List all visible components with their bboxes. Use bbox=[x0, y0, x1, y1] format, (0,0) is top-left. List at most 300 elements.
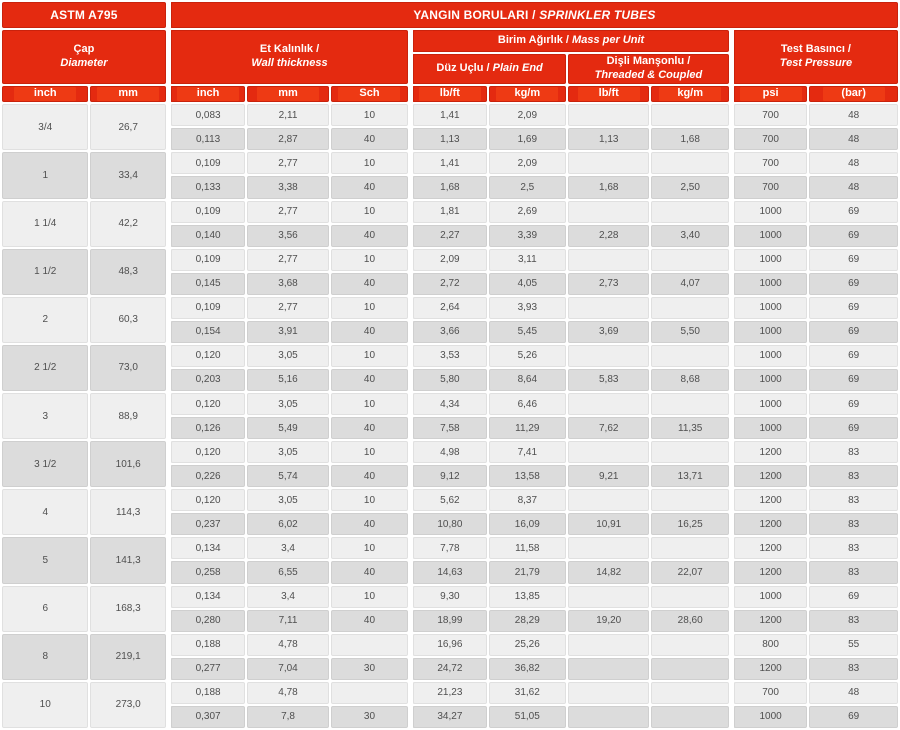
table-title-tr: YANGIN BORULARI / bbox=[413, 7, 536, 22]
cell-plain-lbft: 2,27 bbox=[410, 225, 486, 247]
cell-wall-inch: 0,120 bbox=[168, 441, 245, 463]
cell-wall-mm: 2,77 bbox=[247, 201, 328, 223]
cell-threaded-lbft bbox=[568, 537, 649, 559]
cell-plain-kgm: 25,26 bbox=[489, 634, 566, 656]
cell-bar: 69 bbox=[809, 225, 898, 247]
cell-plain-lbft: 1,13 bbox=[410, 128, 486, 150]
cell-wall-inch: 0,083 bbox=[168, 104, 245, 126]
table-row bbox=[2, 586, 898, 608]
cell-diameter-mm: 219,1 bbox=[90, 634, 165, 680]
cell-plain-kgm: 36,82 bbox=[489, 658, 566, 680]
cell-bar: 83 bbox=[809, 610, 898, 632]
cell-plain-kgm: 2,69 bbox=[489, 201, 566, 223]
cell-threaded-kgm bbox=[651, 345, 728, 367]
header-wall-tr: Et Kalınlık / bbox=[259, 43, 320, 56]
cell-bar: 69 bbox=[809, 201, 898, 223]
cell-threaded-lbft: 2,73 bbox=[568, 273, 649, 295]
cell-wall-mm: 2,77 bbox=[247, 249, 328, 271]
cell-wall-inch: 0,120 bbox=[168, 393, 245, 415]
cell-wall-inch: 0,109 bbox=[168, 297, 245, 319]
cell-psi: 1000 bbox=[731, 225, 807, 247]
cell-wall-mm: 5,74 bbox=[247, 465, 328, 487]
cell-threaded-lbft: 1,13 bbox=[568, 128, 649, 150]
cell-threaded-lbft: 10,91 bbox=[568, 513, 649, 535]
cell-diameter-inch: 3 bbox=[2, 393, 88, 439]
cell-wall-inch: 0,109 bbox=[168, 152, 245, 174]
cell-diameter-mm: 48,3 bbox=[90, 249, 165, 295]
cell-schedule: 10 bbox=[331, 441, 408, 463]
cell-bar: 48 bbox=[809, 176, 898, 198]
cell-plain-lbft: 4,34 bbox=[410, 393, 486, 415]
cell-plain-kgm: 2,09 bbox=[489, 152, 566, 174]
table-row bbox=[2, 441, 898, 463]
cell-schedule: 40 bbox=[331, 610, 408, 632]
cell-threaded-lbft bbox=[568, 586, 649, 608]
unit-threaded-kgm: kg/m bbox=[651, 86, 728, 102]
cell-threaded-lbft: 5,83 bbox=[568, 369, 649, 391]
cell-diameter-mm: 88,9 bbox=[90, 393, 165, 439]
cell-threaded-lbft bbox=[568, 682, 649, 704]
cell-schedule: 40 bbox=[331, 321, 408, 343]
cell-bar: 48 bbox=[809, 152, 898, 174]
cell-psi: 1000 bbox=[731, 321, 807, 343]
header-diameter-tr: Çap bbox=[73, 43, 95, 56]
unit-bar: (bar) bbox=[809, 86, 898, 102]
cell-psi: 1200 bbox=[731, 537, 807, 559]
cell-wall-mm: 3,05 bbox=[247, 489, 328, 511]
cell-plain-kgm: 13,85 bbox=[489, 586, 566, 608]
cell-psi: 1200 bbox=[731, 489, 807, 511]
cell-threaded-lbft: 7,62 bbox=[568, 417, 649, 439]
cell-diameter-inch: 1 1/4 bbox=[2, 201, 88, 247]
cell-diameter-mm: 114,3 bbox=[90, 489, 165, 535]
cell-plain-lbft: 1,41 bbox=[410, 152, 486, 174]
cell-schedule: 40 bbox=[331, 273, 408, 295]
cell-plain-kgm: 3,93 bbox=[489, 297, 566, 319]
units-row bbox=[2, 86, 898, 102]
cell-schedule: 10 bbox=[331, 345, 408, 367]
cell-plain-lbft: 1,41 bbox=[410, 104, 486, 126]
cell-wall-mm: 2,77 bbox=[247, 297, 328, 319]
cell-psi: 1200 bbox=[731, 441, 807, 463]
cell-schedule: 10 bbox=[331, 297, 408, 319]
cell-threaded-kgm bbox=[651, 706, 728, 728]
cell-plain-lbft: 34,27 bbox=[410, 706, 486, 728]
cell-wall-mm: 2,87 bbox=[247, 128, 328, 150]
cell-bar: 48 bbox=[809, 682, 898, 704]
group-header-row bbox=[2, 30, 898, 52]
cell-bar: 69 bbox=[809, 273, 898, 295]
unit-wall-mm: mm bbox=[247, 86, 328, 102]
cell-plain-lbft: 2,09 bbox=[410, 249, 486, 271]
table-title-en: SPRINKLER TUBES bbox=[539, 7, 656, 22]
cell-bar: 83 bbox=[809, 537, 898, 559]
cell-wall-inch: 0,188 bbox=[168, 682, 245, 704]
cell-plain-lbft: 10,80 bbox=[410, 513, 486, 535]
cell-threaded-kgm: 2,50 bbox=[651, 176, 728, 198]
unit-wall-inch: inch bbox=[168, 86, 245, 102]
cell-wall-mm: 3,38 bbox=[247, 176, 328, 198]
cell-psi: 1000 bbox=[731, 586, 807, 608]
cell-threaded-kgm bbox=[651, 658, 728, 680]
header-mass-tr: Birim Ağırlık / bbox=[497, 34, 569, 47]
cell-wall-inch: 0,120 bbox=[168, 489, 245, 511]
cell-psi: 1200 bbox=[731, 561, 807, 583]
cell-threaded-kgm bbox=[651, 152, 728, 174]
cell-plain-lbft: 16,96 bbox=[410, 634, 486, 656]
cell-schedule: 40 bbox=[331, 225, 408, 247]
cell-psi: 700 bbox=[731, 152, 807, 174]
cell-bar: 69 bbox=[809, 417, 898, 439]
cell-schedule: 10 bbox=[331, 249, 408, 271]
cell-wall-mm: 3,68 bbox=[247, 273, 328, 295]
cell-plain-kgm: 4,05 bbox=[489, 273, 566, 295]
cell-psi: 1200 bbox=[731, 658, 807, 680]
header-wall-en: Wall thickness bbox=[251, 57, 328, 70]
cell-threaded-kgm bbox=[651, 441, 728, 463]
cell-diameter-inch: 8 bbox=[2, 634, 88, 680]
cell-threaded-kgm: 3,40 bbox=[651, 225, 728, 247]
cell-diameter-inch: 2 1/2 bbox=[2, 345, 88, 391]
cell-bar: 83 bbox=[809, 513, 898, 535]
unit-psi: psi bbox=[731, 86, 807, 102]
cell-diameter-inch: 6 bbox=[2, 586, 88, 632]
cell-bar: 69 bbox=[809, 345, 898, 367]
header-threaded-coupled bbox=[568, 54, 729, 84]
cell-plain-lbft: 3,66 bbox=[410, 321, 486, 343]
cell-threaded-lbft bbox=[568, 249, 649, 271]
cell-wall-inch: 0,307 bbox=[168, 706, 245, 728]
cell-diameter-inch: 3 1/2 bbox=[2, 441, 88, 487]
header-diameter bbox=[2, 30, 166, 84]
cell-threaded-kgm bbox=[651, 537, 728, 559]
cell-plain-lbft: 2,64 bbox=[410, 297, 486, 319]
cell-wall-inch: 0,258 bbox=[168, 561, 245, 583]
cell-schedule bbox=[331, 682, 408, 704]
cell-schedule: 40 bbox=[331, 369, 408, 391]
cell-wall-mm: 3,05 bbox=[247, 345, 328, 367]
unit-threaded-lbft: lb/ft bbox=[568, 86, 649, 102]
cell-plain-kgm: 3,11 bbox=[489, 249, 566, 271]
cell-psi: 1000 bbox=[731, 369, 807, 391]
unit-diameter-mm: mm bbox=[90, 86, 165, 102]
title-row bbox=[2, 2, 898, 28]
cell-schedule: 10 bbox=[331, 393, 408, 415]
cell-bar: 83 bbox=[809, 441, 898, 463]
cell-threaded-kgm: 28,60 bbox=[651, 610, 728, 632]
cell-bar: 83 bbox=[809, 658, 898, 680]
cell-wall-mm: 7,04 bbox=[247, 658, 328, 680]
cell-threaded-kgm bbox=[651, 201, 728, 223]
cell-diameter-mm: 73,0 bbox=[90, 345, 165, 391]
table-row bbox=[2, 537, 898, 559]
unit-plain-lbft: lb/ft bbox=[410, 86, 486, 102]
cell-threaded-lbft bbox=[568, 104, 649, 126]
cell-threaded-kgm: 1,68 bbox=[651, 128, 728, 150]
table-row bbox=[2, 393, 898, 415]
cell-threaded-kgm: 13,71 bbox=[651, 465, 728, 487]
cell-threaded-lbft bbox=[568, 345, 649, 367]
standard-name bbox=[2, 2, 166, 28]
cell-plain-lbft: 18,99 bbox=[410, 610, 486, 632]
cell-threaded-kgm: 8,68 bbox=[651, 369, 728, 391]
cell-psi: 700 bbox=[731, 176, 807, 198]
cell-wall-mm: 5,16 bbox=[247, 369, 328, 391]
table-row bbox=[2, 634, 898, 656]
cell-threaded-kgm: 11,35 bbox=[651, 417, 728, 439]
cell-plain-lbft: 21,23 bbox=[410, 682, 486, 704]
cell-psi: 1200 bbox=[731, 610, 807, 632]
cell-plain-lbft: 5,80 bbox=[410, 369, 486, 391]
cell-schedule: 40 bbox=[331, 417, 408, 439]
cell-threaded-lbft bbox=[568, 152, 649, 174]
cell-psi: 1000 bbox=[731, 706, 807, 728]
cell-psi: 1000 bbox=[731, 417, 807, 439]
cell-schedule: 10 bbox=[331, 586, 408, 608]
cell-wall-mm: 3,56 bbox=[247, 225, 328, 247]
cell-threaded-kgm: 16,25 bbox=[651, 513, 728, 535]
table-row bbox=[2, 201, 898, 223]
cell-diameter-inch: 5 bbox=[2, 537, 88, 583]
cell-plain-lbft: 9,30 bbox=[410, 586, 486, 608]
cell-bar: 48 bbox=[809, 104, 898, 126]
table-body bbox=[2, 104, 898, 728]
cell-wall-inch: 0,154 bbox=[168, 321, 245, 343]
cell-psi: 1000 bbox=[731, 273, 807, 295]
cell-schedule: 40 bbox=[331, 465, 408, 487]
cell-diameter-mm: 168,3 bbox=[90, 586, 165, 632]
cell-plain-kgm: 7,41 bbox=[489, 441, 566, 463]
cell-bar: 69 bbox=[809, 297, 898, 319]
cell-diameter-inch: 1 bbox=[2, 152, 88, 198]
cell-threaded-lbft bbox=[568, 201, 649, 223]
header-mass-per-unit bbox=[410, 30, 729, 52]
cell-threaded-lbft bbox=[568, 658, 649, 680]
cell-schedule: 40 bbox=[331, 513, 408, 535]
cell-threaded-kgm bbox=[651, 634, 728, 656]
cell-psi: 700 bbox=[731, 682, 807, 704]
header-diameter-en: Diameter bbox=[60, 57, 108, 70]
header-plain-tr: Düz Uçlu / bbox=[436, 62, 490, 75]
cell-plain-kgm: 8,64 bbox=[489, 369, 566, 391]
cell-diameter-mm: 141,3 bbox=[90, 537, 165, 583]
unit-schedule: Sch bbox=[331, 86, 408, 102]
cell-wall-inch: 0,203 bbox=[168, 369, 245, 391]
cell-plain-kgm: 21,79 bbox=[489, 561, 566, 583]
cell-wall-mm: 3,05 bbox=[247, 393, 328, 415]
cell-threaded-kgm bbox=[651, 682, 728, 704]
cell-diameter-mm: 33,4 bbox=[90, 152, 165, 198]
cell-wall-mm: 5,49 bbox=[247, 417, 328, 439]
cell-plain-lbft: 1,81 bbox=[410, 201, 486, 223]
cell-plain-kgm: 11,29 bbox=[489, 417, 566, 439]
cell-plain-kgm: 5,26 bbox=[489, 345, 566, 367]
cell-wall-inch: 0,109 bbox=[168, 249, 245, 271]
cell-diameter-mm: 42,2 bbox=[90, 201, 165, 247]
cell-schedule: 10 bbox=[331, 537, 408, 559]
cell-threaded-lbft bbox=[568, 393, 649, 415]
header-plain-en: Plain End bbox=[492, 62, 543, 75]
table-title bbox=[168, 2, 898, 28]
cell-diameter-inch: 10 bbox=[2, 682, 88, 728]
unit-diameter-inch: inch bbox=[2, 86, 88, 102]
table-row bbox=[2, 682, 898, 704]
cell-psi: 1000 bbox=[731, 249, 807, 271]
cell-plain-kgm: 28,29 bbox=[489, 610, 566, 632]
cell-threaded-kgm: 5,50 bbox=[651, 321, 728, 343]
header-test-en: Test Pressure bbox=[779, 57, 853, 70]
cell-wall-inch: 0,134 bbox=[168, 537, 245, 559]
cell-threaded-kgm bbox=[651, 489, 728, 511]
cell-wall-inch: 0,140 bbox=[168, 225, 245, 247]
cell-threaded-lbft: 1,68 bbox=[568, 176, 649, 198]
table-row bbox=[2, 489, 898, 511]
header-threaded-tr: Dişli Manşonlu / bbox=[606, 55, 691, 68]
cell-diameter-inch: 2 bbox=[2, 297, 88, 343]
cell-threaded-kgm: 4,07 bbox=[651, 273, 728, 295]
cell-plain-lbft: 14,63 bbox=[410, 561, 486, 583]
table-row bbox=[2, 249, 898, 271]
cell-bar: 69 bbox=[809, 369, 898, 391]
cell-diameter-mm: 60,3 bbox=[90, 297, 165, 343]
header-test-tr: Test Basıncı / bbox=[780, 43, 851, 56]
cell-psi: 700 bbox=[731, 128, 807, 150]
cell-wall-inch: 0,277 bbox=[168, 658, 245, 680]
cell-wall-mm: 3,91 bbox=[247, 321, 328, 343]
cell-wall-inch: 0,280 bbox=[168, 610, 245, 632]
cell-threaded-lbft bbox=[568, 441, 649, 463]
cell-threaded-kgm bbox=[651, 249, 728, 271]
header-threaded-en: Threaded & Coupled bbox=[594, 69, 703, 82]
cell-plain-lbft: 2,72 bbox=[410, 273, 486, 295]
cell-psi: 700 bbox=[731, 104, 807, 126]
cell-wall-inch: 0,109 bbox=[168, 201, 245, 223]
cell-schedule: 40 bbox=[331, 176, 408, 198]
cell-plain-kgm: 5,45 bbox=[489, 321, 566, 343]
cell-diameter-inch: 3/4 bbox=[2, 104, 88, 150]
cell-bar: 69 bbox=[809, 321, 898, 343]
cell-wall-inch: 0,188 bbox=[168, 634, 245, 656]
cell-wall-mm: 6,02 bbox=[247, 513, 328, 535]
cell-threaded-lbft: 9,21 bbox=[568, 465, 649, 487]
cell-schedule: 10 bbox=[331, 489, 408, 511]
cell-wall-mm: 3,4 bbox=[247, 586, 328, 608]
cell-threaded-kgm bbox=[651, 586, 728, 608]
cell-schedule: 40 bbox=[331, 561, 408, 583]
cell-wall-mm: 4,78 bbox=[247, 682, 328, 704]
cell-bar: 83 bbox=[809, 489, 898, 511]
cell-plain-lbft: 7,78 bbox=[410, 537, 486, 559]
standard-name-label: ASTM A795 bbox=[50, 7, 118, 22]
header-plain-end bbox=[410, 54, 566, 84]
cell-wall-mm: 7,8 bbox=[247, 706, 328, 728]
unit-plain-kgm: kg/m bbox=[489, 86, 566, 102]
cell-psi: 1000 bbox=[731, 297, 807, 319]
cell-bar: 55 bbox=[809, 634, 898, 656]
cell-threaded-lbft bbox=[568, 297, 649, 319]
cell-bar: 48 bbox=[809, 128, 898, 150]
header-mass-en: Mass per Unit bbox=[572, 34, 645, 47]
cell-threaded-lbft bbox=[568, 706, 649, 728]
cell-plain-kgm: 16,09 bbox=[489, 513, 566, 535]
cell-plain-lbft: 5,62 bbox=[410, 489, 486, 511]
cell-schedule: 10 bbox=[331, 201, 408, 223]
cell-threaded-kgm bbox=[651, 104, 728, 126]
cell-plain-lbft: 3,53 bbox=[410, 345, 486, 367]
cell-wall-mm: 2,77 bbox=[247, 152, 328, 174]
cell-plain-lbft: 4,98 bbox=[410, 441, 486, 463]
cell-plain-kgm: 3,39 bbox=[489, 225, 566, 247]
cell-plain-kgm: 8,37 bbox=[489, 489, 566, 511]
header-test-pressure bbox=[731, 30, 898, 84]
cell-schedule: 10 bbox=[331, 104, 408, 126]
table-row bbox=[2, 345, 898, 367]
cell-plain-lbft: 7,58 bbox=[410, 417, 486, 439]
cell-wall-inch: 0,133 bbox=[168, 176, 245, 198]
cell-wall-mm: 2,11 bbox=[247, 104, 328, 126]
cell-diameter-mm: 26,7 bbox=[90, 104, 165, 150]
cell-bar: 69 bbox=[809, 586, 898, 608]
cell-schedule: 30 bbox=[331, 706, 408, 728]
cell-diameter-inch: 1 1/2 bbox=[2, 249, 88, 295]
cell-threaded-kgm bbox=[651, 393, 728, 415]
cell-bar: 83 bbox=[809, 465, 898, 487]
cell-threaded-kgm: 22,07 bbox=[651, 561, 728, 583]
cell-schedule: 10 bbox=[331, 152, 408, 174]
cell-plain-kgm: 51,05 bbox=[489, 706, 566, 728]
cell-plain-lbft: 9,12 bbox=[410, 465, 486, 487]
cell-wall-mm: 4,78 bbox=[247, 634, 328, 656]
cell-psi: 1000 bbox=[731, 345, 807, 367]
cell-plain-lbft: 24,72 bbox=[410, 658, 486, 680]
cell-wall-inch: 0,145 bbox=[168, 273, 245, 295]
cell-threaded-lbft: 19,20 bbox=[568, 610, 649, 632]
cell-psi: 800 bbox=[731, 634, 807, 656]
cell-wall-inch: 0,226 bbox=[168, 465, 245, 487]
cell-threaded-lbft: 3,69 bbox=[568, 321, 649, 343]
cell-bar: 69 bbox=[809, 249, 898, 271]
cell-plain-kgm: 2,09 bbox=[489, 104, 566, 126]
cell-plain-kgm: 6,46 bbox=[489, 393, 566, 415]
cell-plain-kgm: 11,58 bbox=[489, 537, 566, 559]
cell-threaded-lbft bbox=[568, 634, 649, 656]
cell-threaded-lbft bbox=[568, 489, 649, 511]
table-row bbox=[2, 297, 898, 319]
cell-wall-inch: 0,126 bbox=[168, 417, 245, 439]
cell-wall-inch: 0,120 bbox=[168, 345, 245, 367]
cell-wall-inch: 0,113 bbox=[168, 128, 245, 150]
cell-diameter-mm: 101,6 bbox=[90, 441, 165, 487]
cell-psi: 1200 bbox=[731, 513, 807, 535]
cell-bar: 69 bbox=[809, 706, 898, 728]
table-row bbox=[2, 104, 898, 126]
cell-plain-kgm: 2,5 bbox=[489, 176, 566, 198]
cell-wall-inch: 0,134 bbox=[168, 586, 245, 608]
cell-schedule bbox=[331, 634, 408, 656]
header-wall-thickness bbox=[168, 30, 408, 84]
cell-schedule: 30 bbox=[331, 658, 408, 680]
cell-plain-lbft: 1,68 bbox=[410, 176, 486, 198]
cell-wall-mm: 3,4 bbox=[247, 537, 328, 559]
cell-threaded-lbft: 2,28 bbox=[568, 225, 649, 247]
cell-bar: 69 bbox=[809, 393, 898, 415]
cell-wall-mm: 7,11 bbox=[247, 610, 328, 632]
cell-threaded-lbft: 14,82 bbox=[568, 561, 649, 583]
cell-plain-kgm: 13,58 bbox=[489, 465, 566, 487]
cell-wall-inch: 0,237 bbox=[168, 513, 245, 535]
cell-psi: 1000 bbox=[731, 201, 807, 223]
cell-plain-kgm: 31,62 bbox=[489, 682, 566, 704]
